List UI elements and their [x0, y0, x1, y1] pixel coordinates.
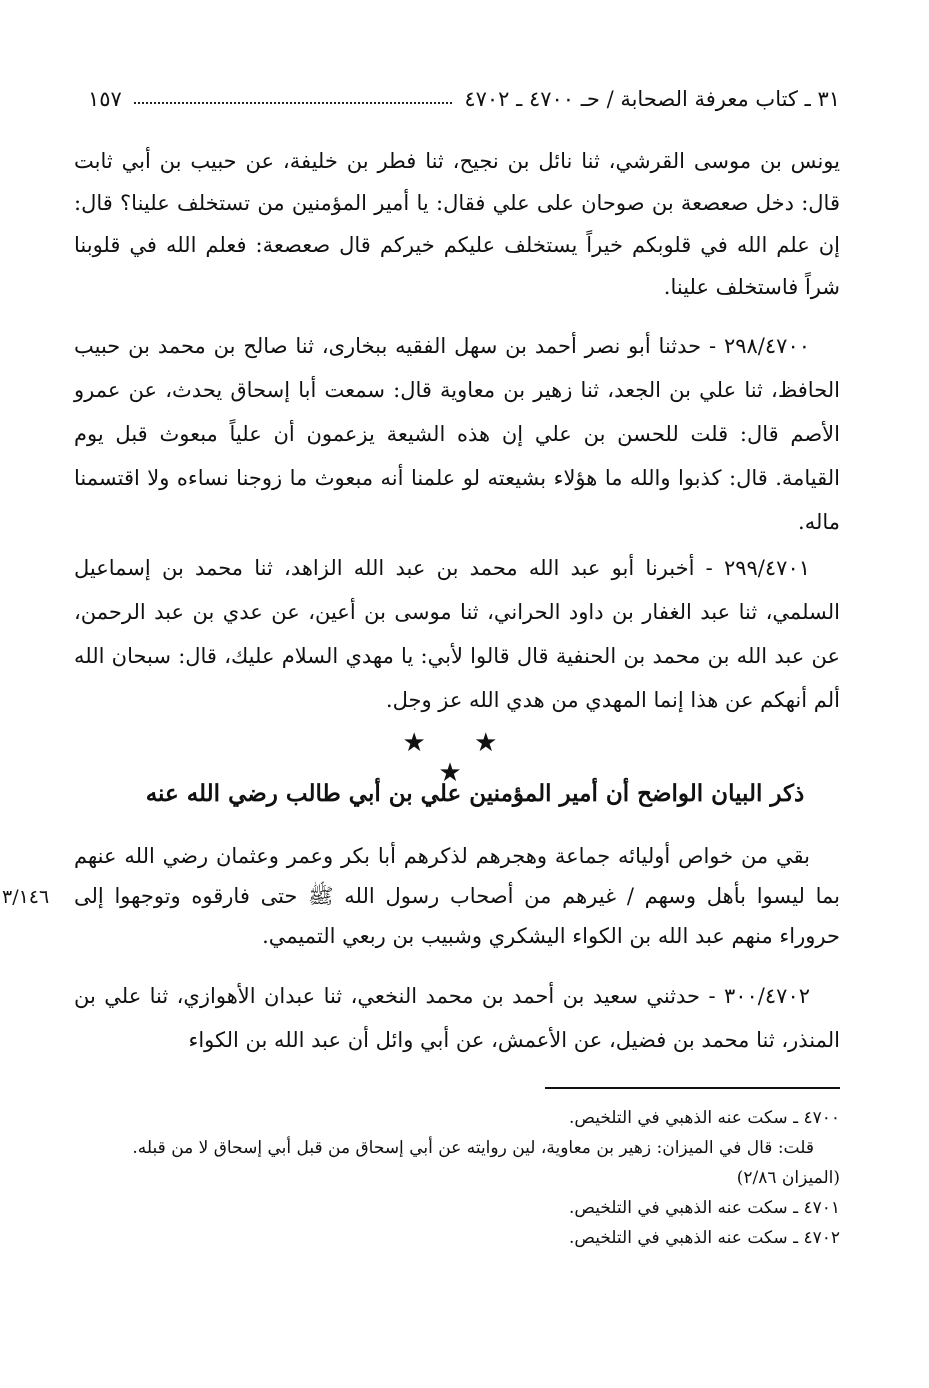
hadith-4702: ٣٠٠/٤٧٠٢ - حدثني سعيد بن أحمد بن محمد النخعي، ثنا عبدان الأهوازي، ثنا علي بن المنذر، ثنا محمد بن فضيل، عن الأعمش، عن أبي وائل أن عبد الله بن الكواء — [74, 984, 840, 1052]
footnote-4700-note: قلت: قال في الميزان: زهير بن معاوية، لين روايته عن أبي إسحاق من قبل أبي إسحاق لا من قبله. — [132, 1138, 814, 1158]
footnote-separator-rule — [545, 1087, 840, 1089]
footnote-4702: ٤٧٠٢ ـ سكت عنه الذهبي في التلخيص. — [568, 1228, 840, 1248]
section-intro-paragraph: بقي من خواص أوليائه جماعة وهجرهم لذكرهم أبا بكر وعمر وعثمان رضي الله عنهم بما ليسوا بأهل وسهم / غيرهم من أصحاب رسول الله ﷺ حتى فارقوه وتوجهوا إلى حروراء منهم عبد الله بن الكواء اليشكري وشبيب بن ربعي التميمي. — [74, 844, 840, 948]
section-separator-stars: ★ ★ ★ — [402, 728, 518, 788]
hadith-4701: ٢٩٩/٤٧٠١ - أخبرنا أبو عبد الله محمد بن عبد الله الزاهد، ثنا محمد بن إسماعيل السلمي، ثنا عبد الغفار بن داود الحراني، ثنا موسى بن أعين، عن عدي بن عبد الرحمن، عن عبد الله بن محمد بن الحنفية قال قالوا لأبي: يا مهدي السلام عليك، قال: سبحان الله ألم أنهكم عن هذا إنما المهدي من هدي الله عز وجل. — [74, 556, 840, 712]
running-header — [88, 82, 840, 116]
paragraph-continuation: يونس بن موسى القرشي، ثنا نائل بن نجيح، ثنا فطر بن خليفة، عن حبيب بن أبي ثابت قال: دخل صعصعة بن صوحان على علي فقال: يا أمير المؤمنين من تستخلف علينا؟ قال: إن علم الله في قلوبكم خيراً يستخلف عليكم خيركم قال صعصعة: فعلم الله في قلوبنا شراً فاستخلف علينا. — [74, 149, 840, 299]
section-heading: ذكر البيان الواضح أن أمير المؤمنين علي بن أبي طالب رضي الله عنه — [145, 780, 805, 807]
page-number: ١٥٧ — [88, 87, 122, 111]
margin-volume-page-reference: ٣/١٤٦ — [2, 886, 50, 908]
header-leader-dots — [134, 102, 452, 104]
footnote-4700: ٤٧٠٠ ـ سكت عنه الذهبي في التلخيص. — [568, 1108, 840, 1128]
footnote-4700-source: (الميزان ٢/٨٦) — [736, 1168, 840, 1188]
hadith-4700: ٢٩٨/٤٧٠٠ - حدثنا أبو نصر أحمد بن سهل الفقيه ببخارى، ثنا صالح بن محمد بن حبيب الحافظ، ثنا علي بن الجعد، ثنا زهير بن معاوية قال: سمعت أبا إسحاق يحدث، عن عمرو الأصم قال: قلت للحسن بن علي إن هذه الشيعة يزعمون أن علياً مبعوث قبل يوم القيامة. قال: كذبوا والله ما هؤلاء بشيعته لو علمنا أنه مبعوث ما زوجنا نساءه ولا اقتسمنا ماله. — [74, 334, 840, 534]
header-title: ٣١ ـ كتاب معرفة الصحابة / حـ ٤٧٠٠ ـ ٤٧٠٢ — [464, 87, 840, 111]
footnotes — [74, 1103, 840, 1253]
footnote-4701: ٤٧٠١ ـ سكت عنه الذهبي في التلخيص. — [568, 1198, 840, 1218]
